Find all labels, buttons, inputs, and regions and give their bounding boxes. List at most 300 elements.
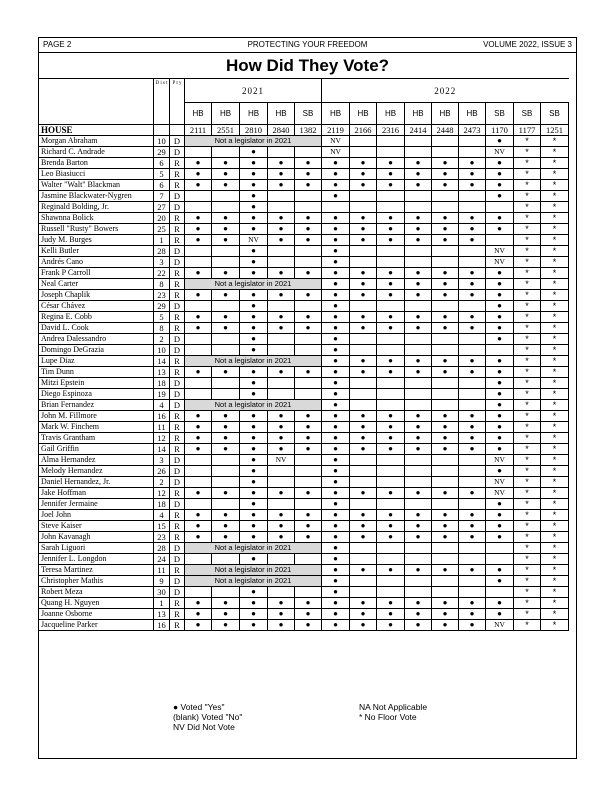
legislator-party: D bbox=[170, 543, 185, 554]
vote-yes-mark: ● bbox=[322, 510, 350, 521]
vote-yes-mark: ● bbox=[240, 620, 268, 631]
vote-yes-mark: ● bbox=[486, 158, 514, 169]
bill-chamber-header: HB bbox=[268, 103, 295, 125]
vote-cell-blank bbox=[432, 378, 459, 389]
legislator-party: R bbox=[170, 510, 185, 521]
legislator-name: Lupe Diaz bbox=[39, 356, 154, 367]
vote-yes-mark: ● bbox=[405, 532, 432, 543]
vote-cell-blank bbox=[405, 378, 432, 389]
vote-cell-blank bbox=[432, 301, 459, 312]
legislator-row bbox=[39, 576, 569, 587]
vote-yes-mark: ● bbox=[350, 433, 377, 444]
vote-cell-blank bbox=[295, 246, 322, 257]
vote-cell-blank bbox=[350, 543, 377, 554]
vote-yes-mark: ● bbox=[212, 488, 240, 499]
bill-number-header: 1382 bbox=[295, 125, 322, 136]
legislator-party: R bbox=[170, 521, 185, 532]
vote-yes-mark: ● bbox=[295, 180, 322, 191]
vote-cell-blank bbox=[405, 554, 432, 565]
vote-yes-mark: ● bbox=[350, 235, 377, 246]
vote-cell-blank bbox=[405, 202, 432, 213]
vote-yes-mark: ● bbox=[486, 576, 514, 587]
vote-cell-blank bbox=[377, 378, 405, 389]
vote-yes-mark: ● bbox=[240, 345, 268, 356]
vote-yes-mark: ● bbox=[268, 290, 295, 301]
vote-yes-mark: ● bbox=[459, 169, 486, 180]
vote-cell-blank bbox=[459, 466, 486, 477]
vote-yes-mark: ● bbox=[185, 158, 212, 169]
vote-yes-mark: ● bbox=[268, 433, 295, 444]
vote-yes-mark: ● bbox=[432, 268, 459, 279]
did-not-vote-mark: NV bbox=[486, 147, 514, 158]
legislator-row bbox=[39, 224, 569, 235]
legislator-party: R bbox=[170, 290, 185, 301]
vote-cell-blank bbox=[268, 191, 295, 202]
no-floor-vote-mark: * bbox=[541, 499, 569, 510]
vote-cell-blank bbox=[185, 257, 212, 268]
vote-cell-blank bbox=[268, 301, 295, 312]
vote-cell-blank bbox=[295, 389, 322, 400]
legislator-party: D bbox=[170, 334, 185, 345]
vote-yes-mark: ● bbox=[405, 235, 432, 246]
legislator-district: 23 bbox=[154, 290, 170, 301]
no-floor-vote-mark: * bbox=[514, 400, 541, 411]
bill-chamber-header: HB bbox=[185, 103, 212, 125]
no-floor-vote-mark: * bbox=[541, 466, 569, 477]
legislator-row bbox=[39, 598, 569, 609]
no-floor-vote-mark: * bbox=[514, 246, 541, 257]
vote-yes-mark: ● bbox=[377, 235, 405, 246]
no-floor-vote-mark: * bbox=[541, 422, 569, 433]
did-not-vote-mark: NV bbox=[322, 136, 350, 147]
vote-cell-blank bbox=[459, 136, 486, 147]
did-not-vote-mark: NV bbox=[322, 147, 350, 158]
vote-yes-mark: ● bbox=[350, 488, 377, 499]
vote-cell-blank bbox=[212, 477, 240, 488]
vote-yes-mark: ● bbox=[486, 323, 514, 334]
vote-yes-mark: ● bbox=[405, 356, 432, 367]
legislator-district: 10 bbox=[154, 136, 170, 147]
vote-yes-mark: ● bbox=[185, 609, 212, 620]
vote-yes-mark: ● bbox=[459, 235, 486, 246]
legislator-district: 9 bbox=[154, 576, 170, 587]
legislator-row bbox=[39, 290, 569, 301]
vote-yes-mark: ● bbox=[486, 521, 514, 532]
vote-yes-mark: ● bbox=[322, 411, 350, 422]
vote-cell-blank bbox=[212, 246, 240, 257]
vote-yes-mark: ● bbox=[295, 268, 322, 279]
legislator-name: Frank P Carroll bbox=[39, 268, 154, 279]
legislator-district: 20 bbox=[154, 213, 170, 224]
vote-yes-mark: ● bbox=[486, 180, 514, 191]
no-floor-vote-mark: * bbox=[514, 257, 541, 268]
legislator-party: R bbox=[170, 213, 185, 224]
legend-voted-yes: ● Voted "Yes" bbox=[173, 702, 225, 712]
bill-chamber-header: HB bbox=[240, 103, 268, 125]
vote-cell-blank bbox=[295, 345, 322, 356]
vote-yes-mark: ● bbox=[486, 213, 514, 224]
bill-chamber-header: SB bbox=[514, 103, 541, 125]
vote-cell-blank bbox=[405, 191, 432, 202]
vote-cell-blank bbox=[350, 136, 377, 147]
party-column-header: P t y bbox=[170, 79, 185, 125]
vote-cell-blank bbox=[212, 301, 240, 312]
no-floor-vote-mark: * bbox=[514, 224, 541, 235]
no-floor-vote-mark: * bbox=[514, 213, 541, 224]
vote-yes-mark: ● bbox=[212, 521, 240, 532]
vote-yes-mark: ● bbox=[486, 191, 514, 202]
no-floor-vote-mark: * bbox=[541, 334, 569, 345]
legislator-row bbox=[39, 455, 569, 466]
legislator-party: D bbox=[170, 301, 185, 312]
vote-yes-mark: ● bbox=[459, 268, 486, 279]
legislator-district: 16 bbox=[154, 620, 170, 631]
no-floor-vote-mark: * bbox=[541, 301, 569, 312]
legislator-district: 14 bbox=[154, 444, 170, 455]
vote-cell-blank bbox=[350, 147, 377, 158]
legislator-party: D bbox=[170, 477, 185, 488]
no-floor-vote-mark: * bbox=[541, 521, 569, 532]
vote-yes-mark: ● bbox=[295, 510, 322, 521]
legislator-name: Joel John bbox=[39, 510, 154, 521]
vote-yes-mark: ● bbox=[486, 378, 514, 389]
vote-yes-mark: ● bbox=[268, 521, 295, 532]
vote-cell-blank bbox=[405, 301, 432, 312]
vote-cell-blank bbox=[268, 587, 295, 598]
vote-yes-mark: ● bbox=[295, 290, 322, 301]
vote-yes-mark: ● bbox=[185, 268, 212, 279]
vote-cell-blank bbox=[212, 334, 240, 345]
vote-yes-mark: ● bbox=[377, 180, 405, 191]
no-floor-vote-mark: * bbox=[514, 323, 541, 334]
vote-yes-mark: ● bbox=[405, 422, 432, 433]
vote-yes-mark: ● bbox=[486, 444, 514, 455]
district-column-header: D i s t bbox=[154, 79, 170, 125]
no-floor-vote-mark: * bbox=[541, 136, 569, 147]
vote-yes-mark: ● bbox=[185, 290, 212, 301]
legislator-party: D bbox=[170, 378, 185, 389]
vote-yes-mark: ● bbox=[268, 532, 295, 543]
vote-yes-mark: ● bbox=[240, 422, 268, 433]
bill-chamber-header: HB bbox=[322, 103, 350, 125]
vote-yes-mark: ● bbox=[377, 565, 405, 576]
bill-chamber-header: HB bbox=[377, 103, 405, 125]
vote-table bbox=[38, 78, 569, 631]
vote-cell-blank bbox=[377, 466, 405, 477]
vote-yes-mark: ● bbox=[459, 367, 486, 378]
legislator-party: R bbox=[170, 488, 185, 499]
bill-chamber-header: HB bbox=[459, 103, 486, 125]
vote-cell-blank bbox=[350, 378, 377, 389]
vote-yes-mark: ● bbox=[212, 213, 240, 224]
vote-yes-mark: ● bbox=[432, 312, 459, 323]
legislator-district: 5 bbox=[154, 312, 170, 323]
vote-yes-mark: ● bbox=[459, 224, 486, 235]
vote-yes-mark: ● bbox=[486, 367, 514, 378]
vote-cell-blank bbox=[459, 257, 486, 268]
vote-cell-blank bbox=[405, 477, 432, 488]
legislator-party: R bbox=[170, 235, 185, 246]
vote-yes-mark: ● bbox=[405, 312, 432, 323]
legislator-district: 14 bbox=[154, 356, 170, 367]
legislator-row bbox=[39, 444, 569, 455]
vote-yes-mark: ● bbox=[432, 235, 459, 246]
legislator-name: Jacqueline Parker bbox=[39, 620, 154, 631]
header-blank-cell bbox=[39, 79, 154, 125]
vote-yes-mark: ● bbox=[322, 191, 350, 202]
not-a-legislator-note: Not a legislator in 2021 bbox=[185, 400, 322, 411]
legislator-row bbox=[39, 136, 569, 147]
vote-yes-mark: ● bbox=[432, 444, 459, 455]
no-floor-vote-mark: * bbox=[514, 136, 541, 147]
no-floor-vote-mark: * bbox=[541, 411, 569, 422]
vote-yes-mark: ● bbox=[268, 213, 295, 224]
no-floor-vote-mark: * bbox=[514, 444, 541, 455]
no-floor-vote-mark: * bbox=[541, 279, 569, 290]
no-floor-vote-mark: * bbox=[514, 367, 541, 378]
vote-yes-mark: ● bbox=[405, 213, 432, 224]
legislator-name: John Kavanagh bbox=[39, 532, 154, 543]
legislator-row bbox=[39, 400, 569, 411]
legislator-name: Neal Carter bbox=[39, 279, 154, 290]
vote-yes-mark: ● bbox=[459, 532, 486, 543]
vote-cell-blank bbox=[295, 257, 322, 268]
vote-yes-mark: ● bbox=[185, 510, 212, 521]
legislator-name: Robert Meza bbox=[39, 587, 154, 598]
vote-yes-mark: ● bbox=[486, 532, 514, 543]
vote-yes-mark: ● bbox=[295, 235, 322, 246]
legislator-district: 28 bbox=[154, 543, 170, 554]
vote-yes-mark: ● bbox=[212, 235, 240, 246]
vote-cell-blank bbox=[432, 587, 459, 598]
vote-cell-blank bbox=[432, 554, 459, 565]
vote-cell-blank bbox=[185, 345, 212, 356]
vote-yes-mark: ● bbox=[377, 422, 405, 433]
no-floor-vote-mark: * bbox=[541, 180, 569, 191]
not-a-legislator-note: Not a legislator in 2021 bbox=[185, 565, 322, 576]
vote-cell-blank bbox=[322, 202, 350, 213]
vote-yes-mark: ● bbox=[405, 224, 432, 235]
vote-yes-mark: ● bbox=[268, 235, 295, 246]
vote-yes-mark: ● bbox=[185, 213, 212, 224]
vote-yes-mark: ● bbox=[268, 609, 295, 620]
vote-cell-blank bbox=[268, 477, 295, 488]
vote-cell-blank bbox=[432, 136, 459, 147]
vote-yes-mark: ● bbox=[377, 279, 405, 290]
vote-yes-mark: ● bbox=[432, 224, 459, 235]
vote-yes-mark: ● bbox=[350, 323, 377, 334]
vote-cell-blank bbox=[295, 378, 322, 389]
vote-yes-mark: ● bbox=[486, 466, 514, 477]
vote-cell-blank bbox=[350, 246, 377, 257]
vote-yes-mark: ● bbox=[295, 532, 322, 543]
no-floor-vote-mark: * bbox=[541, 367, 569, 378]
legislator-district: 7 bbox=[154, 191, 170, 202]
vote-yes-mark: ● bbox=[185, 169, 212, 180]
vote-yes-mark: ● bbox=[377, 510, 405, 521]
bill-number-header: 2810 bbox=[240, 125, 268, 136]
vote-yes-mark: ● bbox=[377, 620, 405, 631]
vote-yes-mark: ● bbox=[350, 620, 377, 631]
vote-cell-blank bbox=[295, 587, 322, 598]
vote-cell-blank bbox=[212, 587, 240, 598]
legislator-name: Shawnna Bolick bbox=[39, 213, 154, 224]
vote-yes-mark: ● bbox=[486, 598, 514, 609]
vote-yes-mark: ● bbox=[268, 180, 295, 191]
vote-yes-mark: ● bbox=[268, 488, 295, 499]
legislator-party: R bbox=[170, 312, 185, 323]
vote-cell-blank bbox=[212, 466, 240, 477]
vote-yes-mark: ● bbox=[240, 213, 268, 224]
bill-chamber-header: HB bbox=[405, 103, 432, 125]
vote-cell-blank bbox=[459, 334, 486, 345]
no-floor-vote-mark: * bbox=[541, 213, 569, 224]
vote-yes-mark: ● bbox=[432, 422, 459, 433]
no-floor-vote-mark: * bbox=[514, 554, 541, 565]
vote-yes-mark: ● bbox=[322, 312, 350, 323]
vote-yes-mark: ● bbox=[185, 433, 212, 444]
vote-yes-mark: ● bbox=[405, 565, 432, 576]
vote-yes-mark: ● bbox=[240, 334, 268, 345]
legislator-name: Travis Grantham bbox=[39, 433, 154, 444]
vote-yes-mark: ● bbox=[240, 191, 268, 202]
vote-cell-blank bbox=[377, 455, 405, 466]
vote-yes-mark: ● bbox=[295, 433, 322, 444]
vote-yes-mark: ● bbox=[322, 235, 350, 246]
vote-yes-mark: ● bbox=[322, 598, 350, 609]
vote-yes-mark: ● bbox=[295, 312, 322, 323]
vote-yes-mark: ● bbox=[268, 224, 295, 235]
legislator-row bbox=[39, 158, 569, 169]
vote-yes-mark: ● bbox=[432, 411, 459, 422]
vote-yes-mark: ● bbox=[405, 268, 432, 279]
legislator-name: Quang H. Nguyen bbox=[39, 598, 154, 609]
vote-yes-mark: ● bbox=[295, 323, 322, 334]
vote-yes-mark: ● bbox=[212, 510, 240, 521]
legislator-party: D bbox=[170, 587, 185, 598]
publication-title: PROTECTING YOUR FREEDOM bbox=[247, 40, 368, 49]
legislator-name: Andrés Cano bbox=[39, 257, 154, 268]
legislator-party: R bbox=[170, 609, 185, 620]
vote-cell-blank bbox=[432, 246, 459, 257]
vote-yes-mark: ● bbox=[405, 433, 432, 444]
vote-yes-mark: ● bbox=[295, 422, 322, 433]
legislator-district: 6 bbox=[154, 158, 170, 169]
vote-yes-mark: ● bbox=[322, 257, 350, 268]
no-floor-vote-mark: * bbox=[514, 147, 541, 158]
vote-yes-mark: ● bbox=[486, 510, 514, 521]
legislator-row bbox=[39, 301, 569, 312]
no-floor-vote-mark: * bbox=[514, 422, 541, 433]
vote-yes-mark: ● bbox=[486, 334, 514, 345]
vote-yes-mark: ● bbox=[432, 356, 459, 367]
legislator-row bbox=[39, 389, 569, 400]
vote-cell-blank bbox=[185, 587, 212, 598]
vote-yes-mark: ● bbox=[459, 444, 486, 455]
vote-yes-mark: ● bbox=[350, 279, 377, 290]
vote-yes-mark: ● bbox=[486, 169, 514, 180]
legislator-party: R bbox=[170, 323, 185, 334]
vote-cell-blank bbox=[185, 455, 212, 466]
vote-yes-mark: ● bbox=[350, 224, 377, 235]
vote-cell-blank bbox=[432, 147, 459, 158]
legislator-row bbox=[39, 323, 569, 334]
legislator-district: 1 bbox=[154, 598, 170, 609]
vote-yes-mark: ● bbox=[185, 411, 212, 422]
legislator-party: D bbox=[170, 345, 185, 356]
vote-yes-mark: ● bbox=[240, 180, 268, 191]
no-floor-vote-mark: * bbox=[514, 345, 541, 356]
vote-cell-blank bbox=[459, 499, 486, 510]
legislator-name: Joseph Chaplik bbox=[39, 290, 154, 301]
vote-yes-mark: ● bbox=[459, 488, 486, 499]
legislator-party: D bbox=[170, 136, 185, 147]
vote-cell-blank bbox=[212, 455, 240, 466]
no-floor-vote-mark: * bbox=[541, 202, 569, 213]
no-floor-vote-mark: * bbox=[541, 609, 569, 620]
legislator-name: Teresa Martinez bbox=[39, 565, 154, 576]
vote-yes-mark: ● bbox=[185, 598, 212, 609]
vote-yes-mark: ● bbox=[322, 400, 350, 411]
bill-number-header: 2448 bbox=[432, 125, 459, 136]
no-floor-vote-mark: * bbox=[514, 587, 541, 598]
vote-cell-blank bbox=[432, 499, 459, 510]
no-floor-vote-mark: * bbox=[514, 411, 541, 422]
vote-cell-blank bbox=[185, 554, 212, 565]
vote-yes-mark: ● bbox=[240, 268, 268, 279]
vote-cell-blank bbox=[268, 257, 295, 268]
no-floor-vote-mark: * bbox=[514, 620, 541, 631]
vote-yes-mark: ● bbox=[212, 620, 240, 631]
vote-cell-blank bbox=[405, 147, 432, 158]
vote-yes-mark: ● bbox=[268, 444, 295, 455]
vote-cell-blank bbox=[459, 345, 486, 356]
legislator-party: R bbox=[170, 444, 185, 455]
no-floor-vote-mark: * bbox=[514, 312, 541, 323]
vote-cell-blank bbox=[486, 235, 514, 246]
vote-cell-blank bbox=[295, 202, 322, 213]
legislator-party: D bbox=[170, 191, 185, 202]
bill-number-header: 2119 bbox=[322, 125, 350, 136]
vote-yes-mark: ● bbox=[459, 290, 486, 301]
year-header-row bbox=[39, 79, 569, 103]
vote-cell-blank bbox=[377, 587, 405, 598]
year-2021-header: 2021 bbox=[185, 79, 322, 103]
vote-yes-mark: ● bbox=[322, 334, 350, 345]
vote-yes-mark: ● bbox=[240, 466, 268, 477]
vote-yes-mark: ● bbox=[185, 488, 212, 499]
legislator-party: D bbox=[170, 466, 185, 477]
legislator-name: Alma Hernandez bbox=[39, 455, 154, 466]
legislator-party: R bbox=[170, 565, 185, 576]
vote-cell-blank bbox=[212, 378, 240, 389]
vote-yes-mark: ● bbox=[459, 158, 486, 169]
vote-cell-blank bbox=[405, 136, 432, 147]
vote-yes-mark: ● bbox=[432, 620, 459, 631]
no-floor-vote-mark: * bbox=[541, 246, 569, 257]
vote-yes-mark: ● bbox=[377, 444, 405, 455]
vote-yes-mark: ● bbox=[459, 609, 486, 620]
no-floor-vote-mark: * bbox=[514, 510, 541, 521]
no-floor-vote-mark: * bbox=[541, 510, 569, 521]
vote-cell-blank bbox=[432, 400, 459, 411]
vote-yes-mark: ● bbox=[322, 169, 350, 180]
vote-yes-mark: ● bbox=[350, 356, 377, 367]
vote-cell-blank bbox=[295, 554, 322, 565]
vote-yes-mark: ● bbox=[350, 169, 377, 180]
no-floor-vote-mark: * bbox=[514, 433, 541, 444]
vote-yes-mark: ● bbox=[185, 367, 212, 378]
